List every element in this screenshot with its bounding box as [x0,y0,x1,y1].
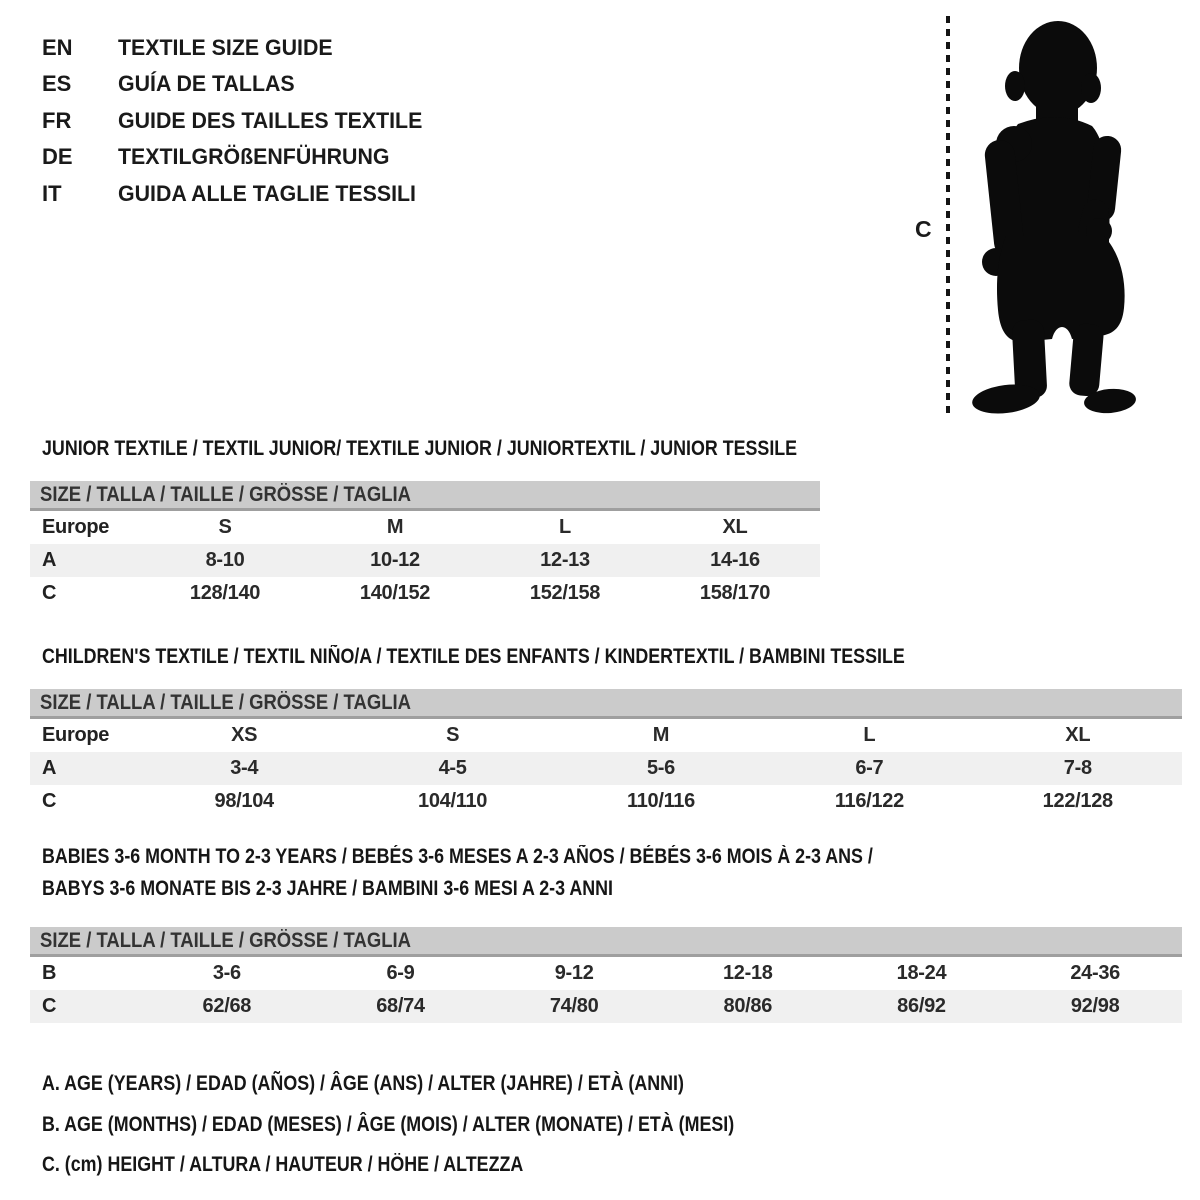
size-value: XL [1065,724,1091,746]
row-label: A [42,549,57,571]
size-value: 116/122 [834,790,904,812]
size-value: M [386,516,404,538]
language-title: TEXTILE SIZE GUIDE [118,35,333,60]
language-title-list [42,30,432,212]
size-value: 104/110 [418,790,488,812]
section-title-line: BABYS 3-6 MONATE BIS 2-3 JAHRE / BAMBINI 3-6 MESI A 2-3 ANNI [42,877,613,900]
row-label: B [42,962,57,984]
size-row-c [30,577,820,610]
size-value: 98/104 [214,790,274,812]
size-value: XL [722,516,748,538]
size-value: 10-12 [370,549,420,571]
language-title: TEXTILGRÖßENFÜHRUNG [118,144,390,170]
size-row-a [30,752,1182,785]
size-value: 18-24 [896,962,947,984]
toddler-silhouette-icon [966,12,1148,420]
size-value: 7-8 [1063,757,1092,779]
size-value: XS [231,724,258,746]
size-table-header [30,481,820,511]
size-value: 3-4 [230,757,259,779]
size-value: L [559,516,571,538]
section-title-junior [42,433,930,465]
size-value: 158/170 [699,582,771,604]
size-value: L [863,724,876,746]
legend-line: C. (cm) HEIGHT / ALTURA / HAUTEUR / HÖHE / ALTEZZA [42,1153,524,1176]
size-row-c [30,785,1182,818]
row-label: C [42,790,57,812]
size-row-a [30,544,820,577]
size-value: S [446,724,460,746]
size-table-babies [30,927,1182,1023]
row-label: Europe [42,516,110,538]
size-table-grid [30,957,1182,1023]
size-table-grid [30,511,820,610]
size-value: 12-13 [540,549,590,571]
language-row [42,30,432,66]
section-title-line: BABIES 3-6 MONTH TO 2-3 YEARS / BEBÉS 3-6 MESES A 2-3 AÑOS / BÉBÉS 3-6 MOIS À 2-3 ANS / [42,845,873,868]
size-row-europe [30,511,820,544]
section-title-line: CHILDREN'S TEXTILE / TEXTIL NIÑO/A / TEXTILE DES ENFANTS / KINDERTEXTIL / BAMBINI TESSILE [42,645,905,668]
size-value: 128/140 [189,582,261,604]
language-title: GUIDE DES TAILLES TEXTILE [118,107,423,133]
size-table-header-text: SIZE / TALLA / TAILLE / GRÖSSE / TAGLIA [40,482,411,506]
size-value: 80/86 [723,995,773,1017]
section-title-line: JUNIOR TEXTILE / TEXTIL JUNIOR/ TEXTILE JUNIOR / JUNIORTEXTIL / JUNIOR TESSILE [42,437,798,460]
size-value: 68/74 [376,995,425,1017]
size-row-c [30,990,1182,1023]
language-row [42,66,432,102]
size-value: 6-7 [855,757,884,779]
size-value: 9-12 [554,962,594,984]
height-measure-label: C [915,216,932,242]
size-table-children [30,689,1182,818]
size-table-header [30,927,1182,957]
language-title: GUÍA DE TALLAS [118,71,295,97]
size-value: S [218,516,232,538]
size-table-header-text: SIZE / TALLA / TAILLE / GRÖSSE / TAGLIA [40,928,411,952]
size-value: 5-6 [646,757,675,779]
language-code: ES [42,71,72,97]
legend-line: B. AGE (MONTHS) / EDAD (MESES) / ÂGE (MOIS) / ALTER (MONATE) / ETÀ (MESI) [42,1112,735,1136]
size-value: 122/128 [1042,790,1113,812]
size-value: 14-16 [710,549,760,571]
size-row-europe [30,719,1182,752]
size-value: M [652,724,670,746]
language-title: GUIDA ALLE TAGLIE TESSILI [118,180,416,206]
size-row-b [30,957,1182,990]
size-value: 12-18 [722,962,773,984]
height-measure-dashed-line [946,16,950,416]
language-code: DE [42,144,73,170]
section-title-babies [42,841,1020,905]
row-label: A [42,757,57,779]
size-value: 3-6 [212,962,241,984]
size-value: 86/92 [897,995,946,1017]
size-value: 62/68 [202,995,252,1017]
language-code: EN [42,35,73,60]
size-table-grid [30,719,1182,818]
size-value: 6-9 [386,962,415,984]
size-value: 74/80 [549,995,599,1017]
size-value: 152/158 [529,582,601,604]
size-value: 110/116 [626,790,695,812]
section-title-children [42,641,1057,673]
language-row [42,103,432,139]
size-value: 4-5 [438,757,467,779]
measurement-legend [42,1064,856,1186]
language-code: FR [42,107,72,133]
size-value: 92/98 [1070,995,1120,1017]
row-label: C [42,995,57,1017]
row-label: Europe [42,724,110,746]
size-value: 8-10 [205,549,245,571]
language-row [42,139,432,175]
size-table-header [30,689,1182,719]
size-value: 24-36 [1070,962,1120,984]
row-label: C [42,582,57,604]
size-table-junior [30,481,820,610]
language-row [42,176,432,212]
size-table-header-text: SIZE / TALLA / TAILLE / GRÖSSE / TAGLIA [40,690,411,714]
size-value: 140/152 [359,582,431,604]
language-code: IT [42,180,62,206]
legend-line: A. AGE (YEARS) / EDAD (AÑOS) / ÂGE (ANS) / ALTER (JAHRE) / ETÀ (ANNI) [42,1072,684,1095]
